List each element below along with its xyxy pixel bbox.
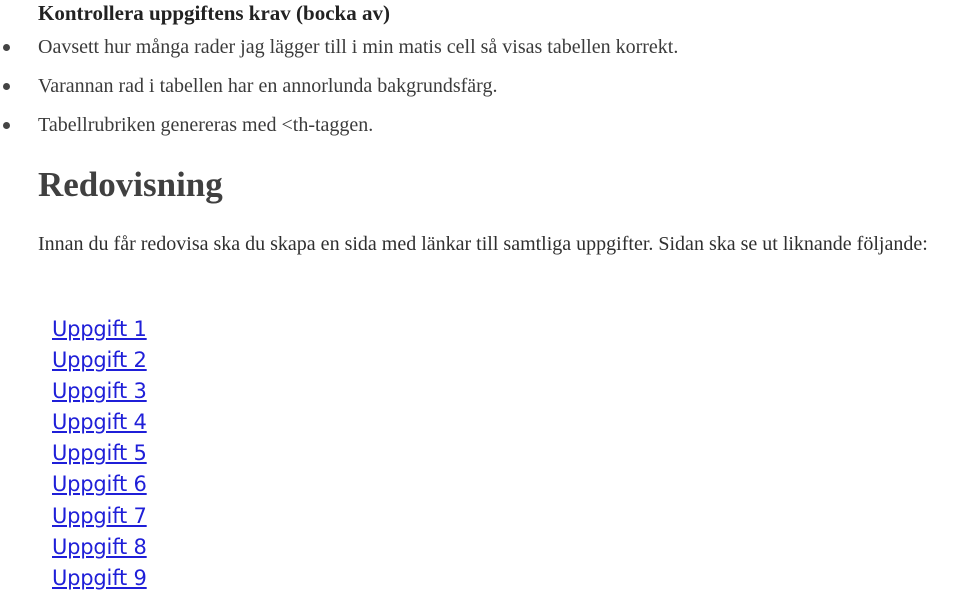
report-heading: Redovisning [38, 165, 223, 204]
link-uppgift-4[interactable]: Uppgift 4 [52, 410, 147, 435]
link-uppgift-6[interactable]: Uppgift 6 [52, 472, 147, 497]
report-paragraph: Innan du får redovisa ska du skapa en sida med länkar till samtliga uppgifter. Sidan ska se ut liknande följande: [38, 233, 928, 255]
requirement-text: Oavsett hur många rader jag lägger till i min matis cell så visas tabellen korrekt. [38, 36, 679, 58]
requirements-list [0, 34, 678, 151]
requirement-text: Tabellrubriken genereras med <th-taggen. [38, 114, 374, 136]
list-item [52, 469, 147, 500]
bullet-icon [3, 44, 10, 51]
list-item [52, 438, 147, 469]
requirements-heading: Kontrollera uppgiftens krav (bocka av) [38, 1, 390, 25]
list-item [52, 314, 147, 345]
requirement-text: Varannan rad i tabellen har en annorlunda bakgrundsfärg. [38, 75, 498, 97]
link-uppgift-8[interactable]: Uppgift 8 [52, 534, 147, 559]
requirement-item [0, 34, 678, 73]
bullet-icon [3, 83, 10, 90]
bullet-icon [3, 122, 10, 129]
list-item [52, 345, 147, 376]
link-uppgift-2[interactable]: Uppgift 2 [52, 348, 147, 373]
list-item [52, 376, 147, 407]
requirement-item [0, 73, 678, 112]
link-uppgift-7[interactable]: Uppgift 7 [52, 503, 147, 528]
list-item [52, 407, 147, 438]
list-item [52, 563, 147, 594]
assignment-links-list [52, 314, 147, 594]
list-item [52, 501, 147, 532]
link-uppgift-9[interactable]: Uppgift 9 [52, 565, 147, 590]
link-uppgift-5[interactable]: Uppgift 5 [52, 441, 147, 466]
link-uppgift-1[interactable]: Uppgift 1 [52, 317, 147, 341]
requirement-item [0, 112, 678, 151]
list-item [52, 532, 147, 563]
link-uppgift-3[interactable]: Uppgift 3 [52, 379, 147, 404]
